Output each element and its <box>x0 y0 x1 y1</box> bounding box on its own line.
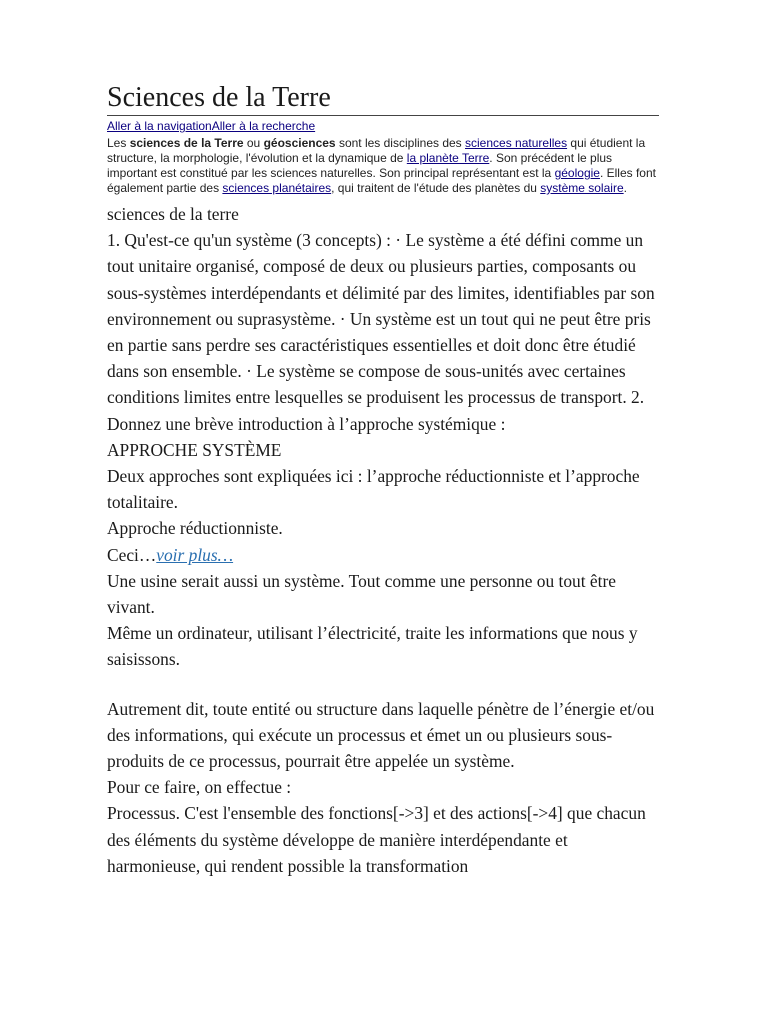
intro-bold-term: géosciences <box>263 136 336 150</box>
paragraph: Processus. C'est l'ensemble des fonctions[->3] et des actions[->4] que chacun des éléments du système développe de manière interdépendante et harmonieuse, qui rendent possible la transformation <box>107 803 646 876</box>
nav-links <box>107 119 659 134</box>
paragraph: 1. Qu'est-ce qu'un système (3 concepts) : · Le système a été défini comme un tout unitaire organisé, composé de deux ou plusieurs parties, composants ou sous-systèmes interdépendants et délimité par des limites, identifiables par son environnement ou suprasystème. · Un système est un tout qui ne peut être pris en partie sans perdre ses caractéristiques essentielles et doit donc être étudié dans son ensemble. · Le système se compose de sous-unités avec certaines conditions limites entre lesquelles se produisent les processus de transport. 2. Donnez une brève introduction à l’approche systémique : <box>107 230 655 434</box>
intro-text: , qui traitent de l'étude des planètes du <box>331 181 541 195</box>
paragraph-spacer <box>107 673 659 696</box>
paragraph: Deux approches sont expliquées ici : l’approche réductionniste et l’approche totalitaire. <box>107 466 640 513</box>
paragraph: Même un ordinateur, utilisant l’électricité, traite les informations que nous y saisissons. <box>107 623 638 670</box>
paragraph-text: Ceci… <box>107 544 157 565</box>
intro-text: sont les disciplines des <box>335 136 466 150</box>
intro-text: Les <box>107 136 130 150</box>
intro-bold-term: sciences de la Terre <box>129 136 244 150</box>
link-planete-terre[interactable]: la planète Terre <box>406 151 490 165</box>
document-page <box>107 82 659 879</box>
link-geologie[interactable]: géologie <box>554 166 600 180</box>
intro-text: qui étudient la structure, la morphologie, l'évolution et la dynamique de <box>107 136 646 165</box>
paragraph: Autrement dit, toute entité ou structure dans laquelle pénètre de l’énergie et/ou des informations, qui exécute un processus et émet un ou plusieurs sous-produits de ce processus, pourrait être appelée un système. <box>107 698 655 772</box>
link-sciences-naturelles[interactable]: sciences naturelles <box>465 136 568 150</box>
link-systeme-solaire[interactable]: système solaire <box>540 181 624 195</box>
document-body <box>107 201 659 879</box>
read-more-link[interactable]: voir plus… <box>156 544 234 565</box>
paragraph: Pour ce faire, on effectue : <box>107 777 292 798</box>
paragraph <box>107 542 659 568</box>
intro-text: . Son précédent le plus important est constitué par les sciences naturelles. Son principal représentant est la <box>107 151 613 180</box>
section-heading: APPROCHE SYSTÈME <box>107 439 282 460</box>
paragraph: Approche réductionniste. <box>107 518 283 539</box>
link-sciences-planetaires[interactable]: sciences planétaires <box>222 181 332 195</box>
page-title: Sciences de la Terre <box>107 82 659 116</box>
intro-text: . <box>623 181 627 195</box>
goto-navigation-link[interactable]: Aller à la navigation <box>107 119 212 133</box>
paragraph: Une usine serait aussi un système. Tout comme une personne ou tout être vivant. <box>107 570 616 618</box>
goto-search-link[interactable]: Aller à la recherche <box>211 119 316 133</box>
paragraph: sciences de la terre <box>107 204 239 224</box>
wiki-intro-paragraph <box>107 136 659 196</box>
intro-text: ou <box>243 136 264 150</box>
intro-text: . Elles font également partie des <box>107 166 656 195</box>
